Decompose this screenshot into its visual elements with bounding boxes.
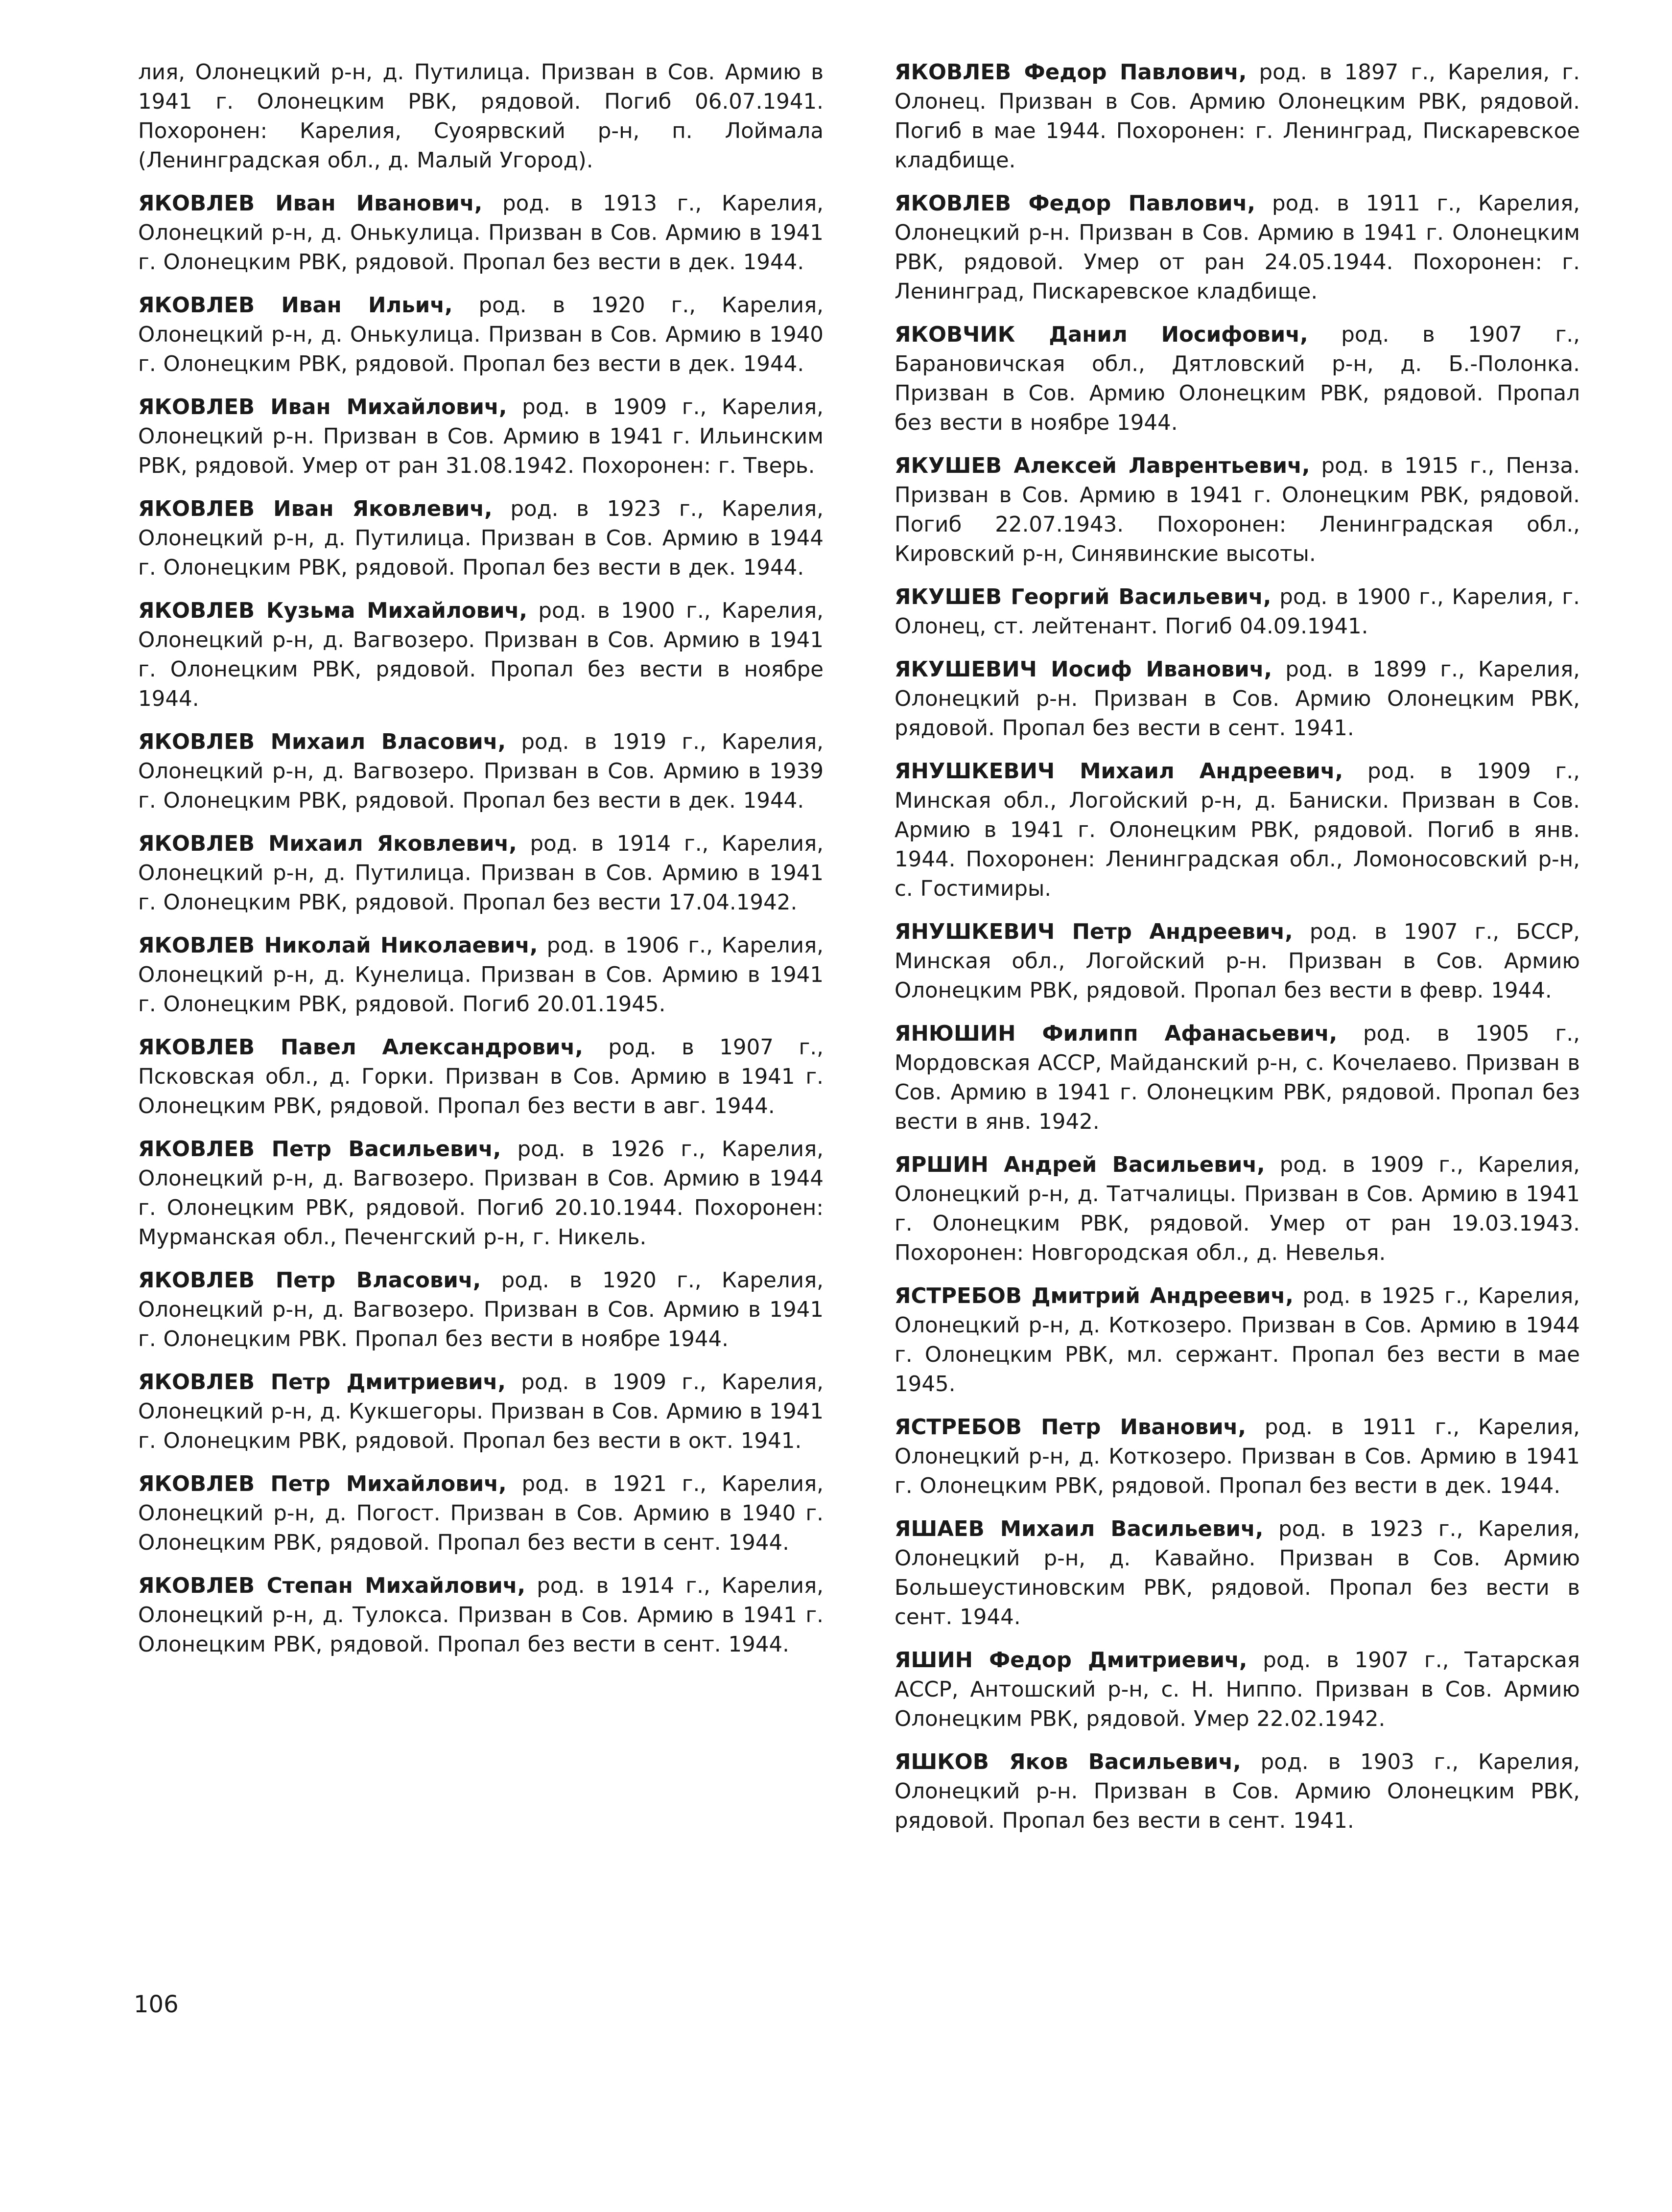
- entry-name: ЯКОВЛЕВ Петр Васильевич,: [138, 1137, 501, 1162]
- entry-name: ЯНУШКЕВИЧ Петр Андреевич,: [895, 920, 1293, 944]
- entry-name: ЯКОВЛЕВ Иван Иванович,: [138, 191, 483, 216]
- entry-name: ЯКОВЛЕВ Петр Дмитриевич,: [138, 1370, 506, 1395]
- entry-text: род. в 1923 г., Карелия, Олонецкий р-н, д. Путилица. Призван в Сов. Армию в 1944 г. Олонецким РВК, рядовой. Пропал без вести в дек. 1944.: [138, 497, 824, 580]
- entry-text: род. в 1919 г., Карелия, Олонецкий р-н, д. Вагвозеро. Призван в Сов. Армию в 1939 г. Олонецким РВК, рядовой. Пропал без вести в дек. 1944.: [138, 730, 824, 813]
- entry-name: ЯШКОВ Яков Васильевич,: [895, 1750, 1241, 1774]
- entry-right-1: [895, 189, 1580, 306]
- entry-name: ЯКОВЛЕВ Иван Михайлович,: [138, 395, 507, 419]
- entry-left-8: [138, 931, 824, 1019]
- entry-right-13: [895, 1646, 1580, 1734]
- entry-text: род. в 1909 г., Карелия, Олонецкий р-н, д. Кукшегоры. Призван в Сов. Армию в 1941 г. Олонецким РВК, рядовой. Пропал без вести в окт. 1941.: [138, 1370, 824, 1453]
- entry-name: ЯКОВЛЕВ Степан Михайлович,: [138, 1574, 526, 1598]
- entry-left-14: [138, 1571, 824, 1659]
- entry-name: ЯКОВЛЕВ Иван Ильич,: [138, 293, 453, 318]
- entry-right-9: [895, 1150, 1580, 1268]
- entry-name: ЯКОВЛЕВ Кузьма Михайлович,: [138, 599, 528, 623]
- entry-text: род. в 1911 г., Карелия, Олонецкий р-н, д. Коткозеро. Призван в Сов. Армию в 1941 г. Олонецким РВК, рядовой. Пропал без вести в дек. 1944.: [895, 1415, 1580, 1498]
- entry-name: ЯКОВЧИК Данил Иосифович,: [895, 323, 1308, 347]
- entry-text: лия, Олонецкий р-н, д. Путилица. Призван в Сов. Армию в 1941 г. Олонецким РВК, рядовой. Погиб 06.07.1941. Похоронен: Карелия, Суоярвский р-н, п. Лоймала (Ленинградская обл., д. Малый Угород).: [138, 60, 824, 173]
- entry-left-11: [138, 1266, 824, 1354]
- entry-right-12: [895, 1514, 1580, 1632]
- entry-text: род. в 1909 г., Карелия, Олонецкий р-н, д. Татчалицы. Призван в Сов. Армию в 1941 г. Олонецким РВК, рядовой. Умер от ран 19.03.1943. Похоронен: Новгородская обл., д. Невелья.: [895, 1153, 1580, 1265]
- entry-name: ЯКУШЕВ Алексей Лаврентьевич,: [895, 454, 1310, 478]
- entry-left-6: [138, 727, 824, 815]
- entry-text: род. в 1906 г., Карелия, Олонецкий р-н, д. Кунелица. Призван в Сов. Армию в 1941 г. Олонецким РВК, рядовой. Погиб 20.01.1945.: [138, 933, 824, 1017]
- entry-left-9: [138, 1033, 824, 1121]
- entry-left-3: [138, 393, 824, 481]
- entry-right-14: [895, 1747, 1580, 1836]
- entry-text: род. в 1923 г., Карелия, Олонецкий р-н, д. Кавайно. Призван в Сов. Армию Большеустиновским РВК, рядовой. Пропал без вести в сент. 1944.: [895, 1517, 1580, 1630]
- entry-name: ЯКОВЛЕВ Николай Николаевич,: [138, 933, 538, 958]
- entry-name: ЯСТРЕБОВ Дмитрий Андреевич,: [895, 1284, 1294, 1308]
- entry-right-3: [895, 451, 1580, 569]
- entry-text: род. в 1914 г., Карелия, Олонецкий р-н, д. Путилица. Призван в Сов. Армию в 1941 г. Олонецким РВК, рядовой. Пропал без вести 17.04.1942.: [138, 832, 824, 915]
- entry-name: ЯКУШЕВИЧ Иосиф Иванович,: [895, 657, 1272, 682]
- entry-text: род. в 1915 г., Пенза. Призван в Сов. Армию в 1941 г. Олонецким РВК, рядовой. Погиб 22.07.1943. Похоронен: Ленинградская обл., Кировский р-н, Синявинские высоты.: [895, 454, 1580, 566]
- entry-text: род. в 1911 г., Карелия, Олонецкий р-н. Призван в Сов. Армию в 1941 г. Олонецким РВК, рядовой. Умер от ран 24.05.1944. Похоронен: г. Ленинград, Пискаревское кладбище.: [895, 191, 1580, 304]
- entry-name: ЯШИН Федор Дмитриевич,: [895, 1648, 1248, 1673]
- entry-text: род. в 1905 г., Мордовская АССР, Майданский р-н, с. Кочелаево. Призван в Сов. Армию в 1941 г. Олонецким РВК, рядовой. Пропал без вести в янв. 1942.: [895, 1022, 1580, 1134]
- entry-name: ЯКОВЛЕВ Иван Яковлевич,: [138, 497, 493, 521]
- entry-right-4: [895, 582, 1580, 641]
- entry-right-10: [895, 1281, 1580, 1399]
- entry-name: ЯКУШЕВ Георгий Васильевич,: [895, 585, 1272, 609]
- entry-name: ЯСТРЕБОВ Петр Иванович,: [895, 1415, 1247, 1440]
- entry-text: род. в 1920 г., Карелия, Олонецкий р-н, д. Вагвозеро. Призван в Сов. Армию в 1941 г. Олонецким РВК. Пропал без вести в ноябре 1944.: [138, 1268, 824, 1351]
- entry-text: род. в 1909 г., Карелия, Олонецкий р-н. Призван в Сов. Армию в 1941 г. Ильинским РВК, рядовой. Умер от ран 31.08.1942. Похоронен: г. Тверь.: [138, 395, 824, 478]
- entry-text: род. в 1907 г., Барановичская обл., Дятловский р-н, д. Б.-Полонка. Призван в Сов. Армию Олонецким РВК, рядовой. Пропал без вести в ноябре 1944.: [895, 323, 1580, 435]
- entry-right-8: [895, 1019, 1580, 1137]
- entry-left-0: [138, 58, 824, 175]
- entry-text: род. в 1907 г., Татарская АССР, Антошский р-н, с. Н. Ниппо. Призван в Сов. Армию Олонецким РВК, рядовой. Умер 22.02.1942.: [895, 1648, 1580, 1731]
- entry-name: ЯШАЕВ Михаил Васильевич,: [895, 1517, 1264, 1541]
- entry-text: род. в 1900 г., Карелия, г. Олонец, ст. лейтенант. Погиб 04.09.1941.: [895, 585, 1580, 639]
- entry-text: род. в 1914 г., Карелия, Олонецкий р-н, д. Тулокса. Призван в Сов. Армию в 1941 г. Олонецким РВК, рядовой. Пропал без вести в сент. 1944.: [138, 1574, 824, 1657]
- entry-name: ЯКОВЛЕВ Петр Власович,: [138, 1268, 481, 1293]
- entry-text: род. в 1926 г., Карелия, Олонецкий р-н, д. Вагвозеро. Призван в Сов. Армию в 1944 г. Олонецким РВК, рядовой. Погиб 20.10.1944. Похоронен: Мурманская обл., Печенгский р-н, г. Никель.: [138, 1137, 824, 1250]
- entry-left-12: [138, 1368, 824, 1456]
- entry-right-11: [895, 1413, 1580, 1501]
- entry-name: ЯКОВЛЕВ Петр Михайлович,: [138, 1472, 507, 1496]
- entry-right-7: [895, 917, 1580, 1005]
- entry-text: род. в 1909 г., Минская обл., Логойский р-н, д. Баниски. Призван в Сов. Армию в 1941 г. Олонецким РВК, рядовой. Погиб в янв. 1944. Похоронен: Ленинградская обл., Ломоносовский р-н, с. Гостимиры.: [895, 759, 1580, 901]
- entry-text: род. в 1920 г., Карелия, Олонецкий р-н, д. Онькулица. Призван в Сов. Армию в 1940 г. Олонецким РВК, рядовой. Пропал без вести в дек. 1944.: [138, 293, 824, 376]
- entry-name: ЯРШИН Андрей Васильевич,: [895, 1153, 1265, 1177]
- entry-right-6: [895, 757, 1580, 904]
- entry-left-2: [138, 291, 824, 379]
- entry-left-1: [138, 189, 824, 277]
- left-column: [138, 58, 824, 1673]
- entry-text: род. в 1907 г., БССР, Минская обл., Логойский р-н. Призван в Сов. Армию Олонецким РВК, рядовой. Пропал без вести в февр. 1944.: [895, 920, 1580, 1003]
- entry-right-5: [895, 655, 1580, 743]
- entry-name: ЯНУШКЕВИЧ Михаил Андреевич,: [895, 759, 1343, 784]
- entry-name: ЯНЮШИН Филипп Афанасьевич,: [895, 1022, 1338, 1046]
- entry-text: род. в 1899 г., Карелия, Олонецкий р-н. Призван в Сов. Армию Олонецким РВК, рядовой. Пропал без вести в сент. 1941.: [895, 657, 1580, 741]
- entry-text: род. в 1913 г., Карелия, Олонецкий р-н, д. Онькулица. Призван в Сов. Армию в 1941 г. Олонецким РВК, рядовой. Пропал без вести в дек. 1944.: [138, 191, 824, 275]
- entry-name: ЯКОВЛЕВ Федор Павлович,: [895, 191, 1256, 216]
- entry-text: род. в 1900 г., Карелия, Олонецкий р-н, д. Вагвозеро. Призван в Сов. Армию в 1941 г. Олонецким РВК, рядовой. Пропал без вести в ноябре 1944.: [138, 599, 824, 711]
- entry-name: ЯКОВЛЕВ Федор Павлович,: [895, 60, 1247, 85]
- entry-text: род. в 1921 г., Карелия, Олонецкий р-н, д. Погост. Призван в Сов. Армию в 1940 г. Олонецким РВК, рядовой. Пропал без вести в сент. 1944.: [138, 1472, 824, 1555]
- entry-name: ЯКОВЛЕВ Михаил Яковлевич,: [138, 832, 517, 856]
- right-column: [895, 58, 1580, 1849]
- entry-name: ЯКОВЛЕВ Павел Александрович,: [138, 1035, 583, 1060]
- entry-name: ЯКОВЛЕВ Михаил Власович,: [138, 730, 506, 754]
- entry-left-13: [138, 1469, 824, 1558]
- entry-left-5: [138, 596, 824, 714]
- entry-left-7: [138, 829, 824, 917]
- entry-right-0: [895, 58, 1580, 175]
- entry-text: род. в 1907 г., Псковская обл., д. Горки. Призван в Сов. Армию в 1941 г. Олонецким РВК, рядовой. Пропал без вести в авг. 1944.: [138, 1035, 824, 1118]
- entry-left-4: [138, 494, 824, 582]
- entry-text: род. в 1903 г., Карелия, Олонецкий р-н. Призван в Сов. Армию Олонецким РВК, рядовой. Пропал без вести в сент. 1941.: [895, 1750, 1580, 1833]
- entry-left-10: [138, 1135, 824, 1252]
- entry-text: род. в 1925 г., Карелия, Олонецкий р-н, д. Коткозеро. Призван в Сов. Армию в 1944 г. Олонецким РВК, мл. сержант. Пропал без вести в мае 1945.: [895, 1284, 1580, 1397]
- entry-text: род. в 1897 г., Карелия, г. Олонец. Призван в Сов. Армию Олонецким РВК, рядовой. Погиб в мае 1944. Похоронен: г. Ленинград, Пискаревское кладбище.: [895, 60, 1580, 173]
- entry-right-2: [895, 320, 1580, 438]
- page-number: 106: [134, 1991, 179, 2018]
